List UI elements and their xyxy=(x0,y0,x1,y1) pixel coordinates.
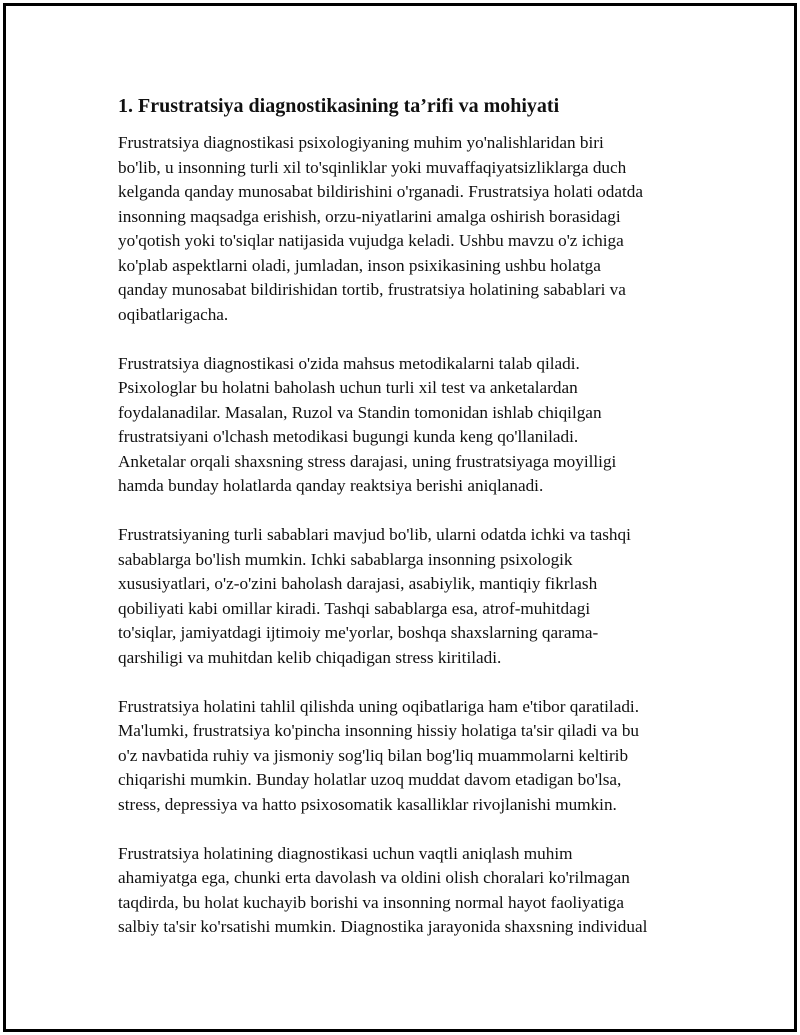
text-line: qanday munosabat bildirishidan tortib, frustratsiya holatining sabablari va xyxy=(118,280,626,299)
text-line: sabablarga bo'lish mumkin. Ichki sabablarga insonning psixologik xyxy=(118,549,573,569)
text-line: foydalanadilar. Masalan, Ruzol va Standin tomonidan ishlab chiqilgan xyxy=(118,402,602,422)
text-line: kelganda qanday munosabat bildirishini o'rganadi. Frustratsiya holati odatda xyxy=(118,182,643,201)
paragraph-2 xyxy=(118,352,688,499)
paragraph-5 xyxy=(118,842,688,940)
text-line: oqibatlarigacha. xyxy=(118,304,229,324)
paragraph-1 xyxy=(118,131,688,327)
paragraph-3 xyxy=(118,523,688,670)
text-line: Frustratsiyaning turli sabablari mavjud bo'lib, ularni odatda ichki va tashqi xyxy=(118,525,631,544)
text-line: qobiliyati kabi omillar kiradi. Tashqi sabablarga esa, atrof-muhitdagi xyxy=(118,598,591,618)
text-line: insonning maqsadga erishish, orzu-niyatlarini amalga oshirish borasidagi xyxy=(118,206,621,226)
text-line: taqdirda, bu holat kuchayib borishi va insonning normal hayot faoliyatiga xyxy=(118,892,624,912)
paragraph-4 xyxy=(118,695,688,818)
text-line: chiqarishi mumkin. Bunday holatlar uzoq muddat davom etadigan bo'lsa, xyxy=(118,770,622,789)
text-line: xususiyatlari, o'z-o'zini baholash darajasi, asabiylik, mantiqiy fikrlash xyxy=(118,574,598,593)
text-line: stress, depressiya va hatto psixosomatik kasalliklar rivojlanishi mumkin. xyxy=(118,794,617,814)
text-line: to'siqlar, jamiyatdagi ijtimoiy me'yorlar, boshqa shaxslarning qarama- xyxy=(118,623,599,642)
text-line: Frustratsiya diagnostikasi psixologiyaning muhim yo'nalishlaridan biri xyxy=(118,133,604,152)
text-line: ahamiyatga ega, chunki erta davolash va oldini olish choralari ko'rilmagan xyxy=(118,868,630,887)
document-body xyxy=(118,92,688,964)
text-line: Frustratsiya diagnostikasi o'zida mahsus metodikalarni talab qiladi. xyxy=(118,353,580,373)
text-line: Frustratsiya holatining diagnostikasi uchun vaqtli aniqlash muhim xyxy=(118,843,573,863)
text-line: ko'plab aspektlarni oladi, jumladan, inson psixikasining ushbu holatga xyxy=(118,255,601,275)
text-line: frustratsiyani o'lchash metodikasi bugungi kunda keng qo'llaniladi. xyxy=(118,427,579,446)
text-line: hamda bunday holatlarda qanday reaktsiya berishi aniqlanadi. xyxy=(118,476,544,495)
text-line: o'z navbatida ruhiy va jismoniy sog'liq bilan bog'liq muammolarni keltirib xyxy=(118,745,629,765)
text-line: yo'qotish yoki to'siqlar natijasida vujudga keladi. Ushbu mavzu o'z ichiga xyxy=(118,231,624,250)
text-line: bo'lib, u insonning turli xil to'sqinliklar yoki muvaffaqiyatsizliklarga duch xyxy=(118,157,627,177)
text-line: Psixologlar bu holatni baholash uchun turli xil test va anketalardan xyxy=(118,378,578,397)
text-line: Ma'lumki, frustratsiya ko'pincha insonning hissiy holatiga ta'sir qiladi va bu xyxy=(118,721,640,740)
section-heading: 1. Frustratsiya diagnostikasining ta’rifi va mohiyati xyxy=(118,95,560,117)
text-line: Anketalar orqali shaxsning stress darajasi, uning frustratsiyaga moyilligi xyxy=(118,451,617,471)
text-line: salbiy ta'sir ko'rsatishi mumkin. Diagnostika jarayonida shaxsning individual xyxy=(118,917,648,936)
text-line: qarshiligi va muhitdan kelib chiqadigan stress kiritiladi. xyxy=(118,647,502,667)
text-line: Frustratsiya holatini tahlil qilishda uning oqibatlariga ham e'tibor qaratiladi. xyxy=(118,696,639,716)
